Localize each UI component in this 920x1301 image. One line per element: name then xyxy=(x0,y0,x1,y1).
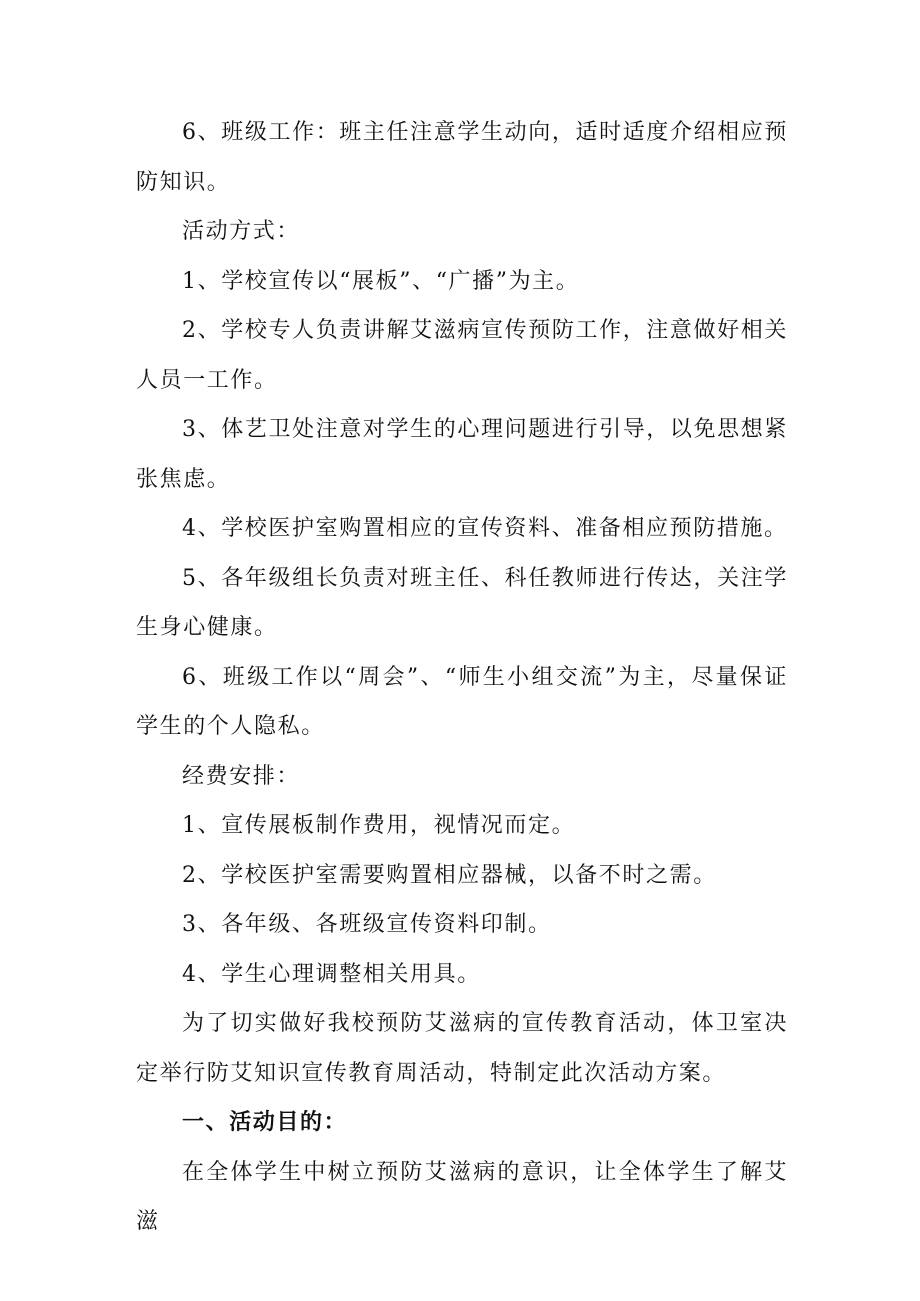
document-body xyxy=(136,108,788,1247)
paragraph-activity-method-5: 5、各年级组长负责对班主任、科任教师进行传达，关注学生身心健康。 xyxy=(136,565,788,640)
paragraph-budget-3: 3、各年级、各班级宣传资料印制。 xyxy=(182,912,552,937)
paragraph-activity-method-6: 6、班级工作以“周会”、“师生小组交流”为主，尽量保证学生的个人隐私。 xyxy=(136,664,788,739)
paragraph-activity-method-4: 4、学校医护室购置相应的宣传资料、准备相应预防措施。 xyxy=(182,516,788,541)
paragraph-budget-title: 经费安排： xyxy=(182,763,301,789)
paragraph-plan-intro: 为了切实做好我校预防艾滋病的宣传教育活动，体卫室决定举行防艾知识宣传教育周活动，特制定此次活动方案。 xyxy=(136,1011,788,1086)
paragraph-class-work-intro: 6、班级工作：班主任注意学生动向，适时适度介绍相应预防知识。 xyxy=(136,120,788,195)
paragraph-activity-method-3: 3、体艺卫处注意对学生的心理问题进行引导，以免思想紧张焦虑。 xyxy=(136,417,788,492)
paragraph-activity-purpose-body: 在全体学生中树立预防艾滋病的意识，让全体学生了解艾滋 xyxy=(136,1159,788,1234)
heading-activity-purpose: 一、活动目的： xyxy=(182,1109,348,1135)
paragraph-activity-method-2: 2、学校专人负责讲解艾滋病宣传预防工作，注意做好相关人员一工作。 xyxy=(136,318,788,393)
paragraph-activity-method-1: 1、学校宣传以“展板”、“广播”为主。 xyxy=(182,268,580,294)
paragraph-activity-method-title: 活动方式： xyxy=(182,219,301,244)
paragraph-budget-1: 1、宣传展板制作费用，视情况而定。 xyxy=(182,813,576,838)
paragraph-budget-4: 4、学生心理调整相关用具。 xyxy=(182,961,481,987)
paragraph-budget-2: 2、学校医护室需要购置相应器械，以备不时之需。 xyxy=(182,862,717,888)
